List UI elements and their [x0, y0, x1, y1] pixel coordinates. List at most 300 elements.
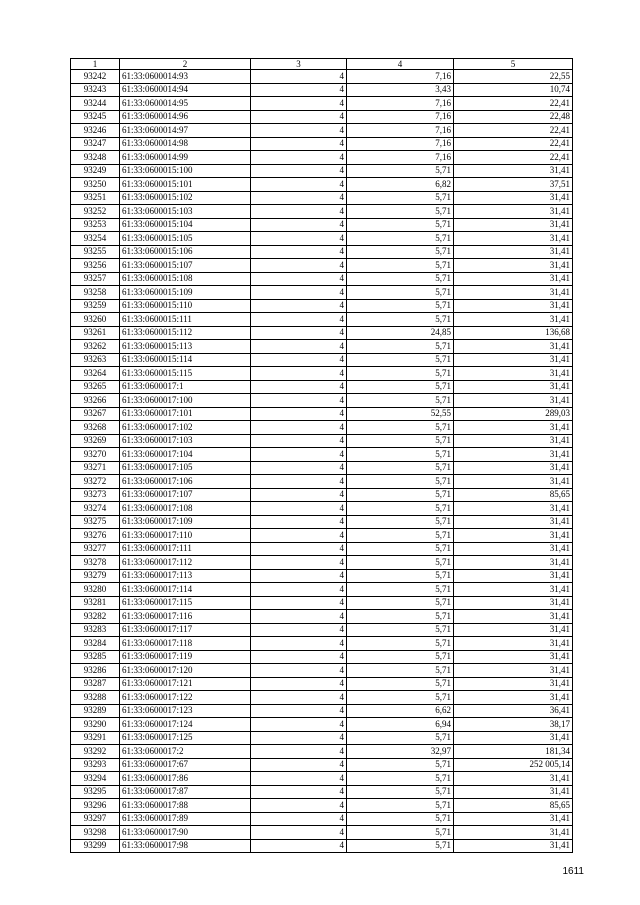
cadastral-number-cell: 61:33:0600017:115	[120, 596, 251, 610]
value-5-cell: 31,41	[454, 650, 573, 664]
value-5-cell: 31,41	[454, 299, 573, 313]
table-row	[71, 259, 573, 273]
value-4-cell: 7,16	[347, 137, 454, 151]
cadastral-number-cell: 61:33:0600017:118	[120, 637, 251, 651]
row-number-cell: 93262	[71, 340, 120, 354]
category-cell: 4	[251, 124, 347, 138]
value-4-cell: 5,71	[347, 556, 454, 570]
table-row	[71, 772, 573, 786]
cadastral-number-cell: 61:33:0600017:111	[120, 542, 251, 556]
cadastral-number-cell: 61:33:0600014:96	[120, 110, 251, 124]
value-5-cell: 31,41	[454, 529, 573, 543]
value-5-cell: 22,41	[454, 124, 573, 138]
value-5-cell: 31,41	[454, 164, 573, 178]
cadastral-number-cell: 61:33:0600014:97	[120, 124, 251, 138]
value-5-cell: 38,17	[454, 718, 573, 732]
table-row	[71, 232, 573, 246]
cadastral-number-cell: 61:33:0600017:87	[120, 785, 251, 799]
row-number-cell: 93245	[71, 110, 120, 124]
value-4-cell: 5,71	[347, 461, 454, 475]
table-row	[71, 70, 573, 84]
row-number-cell: 93277	[71, 542, 120, 556]
cadastral-number-cell: 61:33:0600014:95	[120, 97, 251, 111]
value-4-cell: 5,71	[347, 380, 454, 394]
value-4-cell: 5,71	[347, 164, 454, 178]
value-5-cell: 31,41	[454, 421, 573, 435]
category-cell: 4	[251, 691, 347, 705]
row-number-cell: 93258	[71, 286, 120, 300]
value-4-cell: 5,71	[347, 259, 454, 273]
category-cell: 4	[251, 70, 347, 84]
table-row	[71, 299, 573, 313]
row-number-cell: 93254	[71, 232, 120, 246]
table-row	[71, 839, 573, 853]
cadastral-number-cell: 61:33:0600015:113	[120, 340, 251, 354]
value-4-cell: 5,71	[347, 610, 454, 624]
value-5-cell: 31,41	[454, 272, 573, 286]
row-number-cell: 93251	[71, 191, 120, 205]
cadastral-number-cell: 61:33:0600015:101	[120, 178, 251, 192]
category-cell: 4	[251, 596, 347, 610]
row-number-cell: 93264	[71, 367, 120, 381]
row-number-cell: 93269	[71, 434, 120, 448]
table-row	[71, 475, 573, 489]
table-row	[71, 286, 573, 300]
table-row	[71, 205, 573, 219]
category-cell: 4	[251, 407, 347, 421]
table-row	[71, 718, 573, 732]
table-row	[71, 272, 573, 286]
value-5-cell: 22,48	[454, 110, 573, 124]
value-5-cell: 37,51	[454, 178, 573, 192]
table-row	[71, 218, 573, 232]
table-row	[71, 407, 573, 421]
value-4-cell: 3,43	[347, 83, 454, 97]
cadastral-number-cell: 61:33:0600017:89	[120, 812, 251, 826]
table-row	[71, 313, 573, 327]
row-number-cell: 93273	[71, 488, 120, 502]
cadastral-number-cell: 61:33:0600017:125	[120, 731, 251, 745]
cadastral-number-cell: 61:33:0600017:88	[120, 799, 251, 813]
value-4-cell: 5,71	[347, 691, 454, 705]
category-cell: 4	[251, 218, 347, 232]
table-row	[71, 448, 573, 462]
row-number-cell: 93280	[71, 583, 120, 597]
value-4-cell: 5,71	[347, 245, 454, 259]
category-cell: 4	[251, 434, 347, 448]
cadastral-number-cell: 61:33:0600017:86	[120, 772, 251, 786]
value-4-cell: 24,85	[347, 326, 454, 340]
table-row	[71, 799, 573, 813]
cadastral-number-cell: 61:33:0600017:122	[120, 691, 251, 705]
row-number-cell: 93267	[71, 407, 120, 421]
category-cell: 4	[251, 556, 347, 570]
category-cell: 4	[251, 137, 347, 151]
category-cell: 4	[251, 637, 347, 651]
row-number-cell: 93275	[71, 515, 120, 529]
value-4-cell: 5,71	[347, 272, 454, 286]
cadastral-number-cell: 61:33:0600017:104	[120, 448, 251, 462]
value-5-cell: 22,41	[454, 97, 573, 111]
value-4-cell: 5,71	[347, 650, 454, 664]
value-4-cell: 5,71	[347, 839, 454, 853]
value-5-cell: 31,41	[454, 583, 573, 597]
table-row	[71, 812, 573, 826]
value-4-cell: 7,16	[347, 97, 454, 111]
row-number-cell: 93278	[71, 556, 120, 570]
cadastral-number-cell: 61:33:0600014:93	[120, 70, 251, 84]
category-cell: 4	[251, 232, 347, 246]
column-header-2: 2	[120, 59, 251, 70]
value-5-cell: 31,41	[454, 731, 573, 745]
value-5-cell: 31,41	[454, 232, 573, 246]
category-cell: 4	[251, 583, 347, 597]
row-number-cell: 93297	[71, 812, 120, 826]
row-number-cell: 93265	[71, 380, 120, 394]
row-number-cell: 93295	[71, 785, 120, 799]
table-row	[71, 110, 573, 124]
row-number-cell: 93260	[71, 313, 120, 327]
row-number-cell: 93242	[71, 70, 120, 84]
value-5-cell: 136,68	[454, 326, 573, 340]
row-number-cell: 93261	[71, 326, 120, 340]
row-number-cell: 93282	[71, 610, 120, 624]
value-4-cell: 7,16	[347, 70, 454, 84]
category-cell: 4	[251, 340, 347, 354]
category-cell: 4	[251, 286, 347, 300]
table-row	[71, 434, 573, 448]
category-cell: 4	[251, 839, 347, 853]
cadastral-number-cell: 61:33:0600015:111	[120, 313, 251, 327]
value-5-cell: 22,55	[454, 70, 573, 84]
value-5-cell: 31,41	[454, 691, 573, 705]
value-4-cell: 5,71	[347, 637, 454, 651]
value-4-cell: 5,71	[347, 542, 454, 556]
value-4-cell: 5,71	[347, 367, 454, 381]
category-cell: 4	[251, 799, 347, 813]
value-4-cell: 5,71	[347, 664, 454, 678]
value-5-cell: 31,41	[454, 191, 573, 205]
category-cell: 4	[251, 812, 347, 826]
cadastral-number-cell: 61:33:0600015:115	[120, 367, 251, 381]
value-4-cell: 6,62	[347, 704, 454, 718]
value-5-cell: 31,41	[454, 826, 573, 840]
value-4-cell: 5,71	[347, 785, 454, 799]
row-number-cell: 93288	[71, 691, 120, 705]
category-cell: 4	[251, 353, 347, 367]
category-cell: 4	[251, 191, 347, 205]
category-cell: 4	[251, 502, 347, 516]
cadastral-number-cell: 61:33:0600015:109	[120, 286, 251, 300]
category-cell: 4	[251, 772, 347, 786]
row-number-cell: 93285	[71, 650, 120, 664]
row-number-cell: 93291	[71, 731, 120, 745]
category-cell: 4	[251, 758, 347, 772]
category-cell: 4	[251, 326, 347, 340]
table-row	[71, 637, 573, 651]
value-4-cell: 5,71	[347, 421, 454, 435]
category-cell: 4	[251, 623, 347, 637]
cadastral-number-cell: 61:33:0600017:108	[120, 502, 251, 516]
value-5-cell: 85,65	[454, 488, 573, 502]
cadastral-number-cell: 61:33:0600015:114	[120, 353, 251, 367]
category-cell: 4	[251, 704, 347, 718]
cadastral-number-cell: 61:33:0600014:99	[120, 151, 251, 165]
row-number-cell: 93289	[71, 704, 120, 718]
table-row	[71, 529, 573, 543]
row-number-cell: 93257	[71, 272, 120, 286]
value-5-cell: 31,41	[454, 664, 573, 678]
value-4-cell: 5,71	[347, 218, 454, 232]
cadastral-number-cell: 61:33:0600014:98	[120, 137, 251, 151]
value-5-cell: 31,41	[454, 515, 573, 529]
data-table	[70, 58, 573, 853]
category-cell: 4	[251, 542, 347, 556]
row-number-cell: 93270	[71, 448, 120, 462]
table-row	[71, 664, 573, 678]
category-cell: 4	[251, 529, 347, 543]
table-row	[71, 380, 573, 394]
row-number-cell: 93281	[71, 596, 120, 610]
row-number-cell: 93255	[71, 245, 120, 259]
value-4-cell: 5,71	[347, 569, 454, 583]
value-5-cell: 31,41	[454, 461, 573, 475]
row-number-cell: 93274	[71, 502, 120, 516]
value-4-cell: 5,71	[347, 826, 454, 840]
row-number-cell: 93250	[71, 178, 120, 192]
table-row	[71, 97, 573, 111]
value-4-cell: 5,71	[347, 434, 454, 448]
cadastral-number-cell: 61:33:0600017:119	[120, 650, 251, 664]
value-4-cell: 5,71	[347, 340, 454, 354]
cadastral-number-cell: 61:33:0600017:1	[120, 380, 251, 394]
category-cell: 4	[251, 488, 347, 502]
table-row	[71, 488, 573, 502]
category-cell: 4	[251, 569, 347, 583]
cadastral-number-cell: 61:33:0600017:2	[120, 745, 251, 759]
value-4-cell: 5,71	[347, 286, 454, 300]
column-header-5: 5	[454, 59, 573, 70]
category-cell: 4	[251, 448, 347, 462]
cadastral-number-cell: 61:33:0600017:116	[120, 610, 251, 624]
category-cell: 4	[251, 110, 347, 124]
category-cell: 4	[251, 745, 347, 759]
cadastral-number-cell: 61:33:0600017:101	[120, 407, 251, 421]
table-row	[71, 502, 573, 516]
row-number-cell: 93286	[71, 664, 120, 678]
value-5-cell: 31,41	[454, 218, 573, 232]
category-cell: 4	[251, 664, 347, 678]
value-4-cell: 7,16	[347, 124, 454, 138]
category-cell: 4	[251, 205, 347, 219]
row-number-cell: 93268	[71, 421, 120, 435]
value-5-cell: 31,41	[454, 610, 573, 624]
value-4-cell: 5,71	[347, 191, 454, 205]
value-4-cell: 5,71	[347, 677, 454, 691]
value-4-cell: 52,55	[347, 407, 454, 421]
category-cell: 4	[251, 367, 347, 381]
row-number-cell: 93272	[71, 475, 120, 489]
category-cell: 4	[251, 245, 347, 259]
value-4-cell: 7,16	[347, 110, 454, 124]
table-row	[71, 191, 573, 205]
value-4-cell: 5,71	[347, 488, 454, 502]
value-4-cell: 5,71	[347, 353, 454, 367]
cadastral-number-cell: 61:33:0600015:107	[120, 259, 251, 273]
table-row	[71, 353, 573, 367]
category-cell: 4	[251, 272, 347, 286]
table-row	[71, 623, 573, 637]
row-number-cell: 93252	[71, 205, 120, 219]
table-row	[71, 137, 573, 151]
value-5-cell: 31,41	[454, 448, 573, 462]
category-cell: 4	[251, 394, 347, 408]
table-row	[71, 704, 573, 718]
cadastral-number-cell: 61:33:0600017:121	[120, 677, 251, 691]
cadastral-number-cell: 61:33:0600015:100	[120, 164, 251, 178]
table-row	[71, 691, 573, 705]
table-row	[71, 583, 573, 597]
cadastral-number-cell: 61:33:0600015:110	[120, 299, 251, 313]
table-row	[71, 677, 573, 691]
cadastral-number-cell: 61:33:0600017:102	[120, 421, 251, 435]
category-cell: 4	[251, 731, 347, 745]
value-5-cell: 31,41	[454, 569, 573, 583]
value-5-cell: 31,41	[454, 596, 573, 610]
value-5-cell: 31,41	[454, 380, 573, 394]
value-4-cell: 5,71	[347, 475, 454, 489]
cadastral-number-cell: 61:33:0600017:117	[120, 623, 251, 637]
value-5-cell: 31,41	[454, 839, 573, 853]
value-4-cell: 5,71	[347, 812, 454, 826]
value-4-cell: 6,94	[347, 718, 454, 732]
row-number-cell: 93283	[71, 623, 120, 637]
category-cell: 4	[251, 178, 347, 192]
row-number-cell: 93294	[71, 772, 120, 786]
value-4-cell: 5,71	[347, 394, 454, 408]
table-row	[71, 785, 573, 799]
category-cell: 4	[251, 677, 347, 691]
cadastral-number-cell: 61:33:0600017:103	[120, 434, 251, 448]
value-5-cell: 31,41	[454, 785, 573, 799]
row-number-cell: 93263	[71, 353, 120, 367]
table-body	[71, 70, 573, 853]
value-4-cell: 5,71	[347, 731, 454, 745]
cadastral-number-cell: 61:33:0600015:112	[120, 326, 251, 340]
value-4-cell: 5,71	[347, 515, 454, 529]
value-5-cell: 31,41	[454, 313, 573, 327]
column-header-4: 4	[347, 59, 454, 70]
value-4-cell: 5,71	[347, 299, 454, 313]
row-number-cell: 93271	[71, 461, 120, 475]
value-5-cell: 31,41	[454, 772, 573, 786]
value-5-cell: 181,34	[454, 745, 573, 759]
value-5-cell: 31,41	[454, 556, 573, 570]
table-row	[71, 178, 573, 192]
row-number-cell: 93253	[71, 218, 120, 232]
value-4-cell: 5,71	[347, 583, 454, 597]
row-number-cell: 93296	[71, 799, 120, 813]
row-number-cell: 93290	[71, 718, 120, 732]
row-number-cell: 93292	[71, 745, 120, 759]
table-row	[71, 826, 573, 840]
value-4-cell: 5,71	[347, 232, 454, 246]
cadastral-number-cell: 61:33:0600017:100	[120, 394, 251, 408]
row-number-cell: 93287	[71, 677, 120, 691]
category-cell: 4	[251, 83, 347, 97]
column-header-3: 3	[251, 59, 347, 70]
row-number-cell: 93249	[71, 164, 120, 178]
table-row	[71, 394, 573, 408]
category-cell: 4	[251, 515, 347, 529]
category-cell: 4	[251, 164, 347, 178]
header-row	[71, 59, 573, 70]
table-row	[71, 461, 573, 475]
row-number-cell: 93299	[71, 839, 120, 853]
category-cell: 4	[251, 785, 347, 799]
value-5-cell: 31,41	[454, 434, 573, 448]
cadastral-number-cell: 61:33:0600017:124	[120, 718, 251, 732]
table-row	[71, 245, 573, 259]
value-4-cell: 5,71	[347, 205, 454, 219]
category-cell: 4	[251, 421, 347, 435]
value-5-cell: 31,41	[454, 637, 573, 651]
column-header-1: 1	[71, 59, 120, 70]
row-number-cell: 93276	[71, 529, 120, 543]
cadastral-number-cell: 61:33:0600017:113	[120, 569, 251, 583]
value-5-cell: 31,41	[454, 542, 573, 556]
category-cell: 4	[251, 650, 347, 664]
category-cell: 4	[251, 718, 347, 732]
value-5-cell: 31,41	[454, 340, 573, 354]
category-cell: 4	[251, 380, 347, 394]
table-row	[71, 556, 573, 570]
value-5-cell: 31,41	[454, 475, 573, 489]
cadastral-number-cell: 61:33:0600015:105	[120, 232, 251, 246]
cadastral-number-cell: 61:33:0600017:120	[120, 664, 251, 678]
cadastral-number-cell: 61:33:0600017:90	[120, 826, 251, 840]
row-number-cell: 93244	[71, 97, 120, 111]
category-cell: 4	[251, 259, 347, 273]
row-number-cell: 93259	[71, 299, 120, 313]
table-row	[71, 515, 573, 529]
row-number-cell: 93246	[71, 124, 120, 138]
table-row	[71, 596, 573, 610]
value-4-cell: 5,71	[347, 502, 454, 516]
value-4-cell: 7,16	[347, 151, 454, 165]
value-4-cell: 5,71	[347, 313, 454, 327]
category-cell: 4	[251, 475, 347, 489]
table-row	[71, 151, 573, 165]
value-5-cell: 22,41	[454, 137, 573, 151]
value-5-cell: 31,41	[454, 205, 573, 219]
row-number-cell: 93284	[71, 637, 120, 651]
table-row	[71, 731, 573, 745]
value-5-cell: 85,65	[454, 799, 573, 813]
table-row	[71, 340, 573, 354]
value-5-cell: 252 005,14	[454, 758, 573, 772]
table-row	[71, 650, 573, 664]
cadastral-number-cell: 61:33:0600015:108	[120, 272, 251, 286]
category-cell: 4	[251, 610, 347, 624]
cadastral-number-cell: 61:33:0600017:110	[120, 529, 251, 543]
cadastral-number-cell: 61:33:0600017:109	[120, 515, 251, 529]
category-cell: 4	[251, 826, 347, 840]
cadastral-number-cell: 61:33:0600017:106	[120, 475, 251, 489]
value-5-cell: 10,74	[454, 83, 573, 97]
category-cell: 4	[251, 151, 347, 165]
page-number: 1611	[562, 866, 584, 877]
